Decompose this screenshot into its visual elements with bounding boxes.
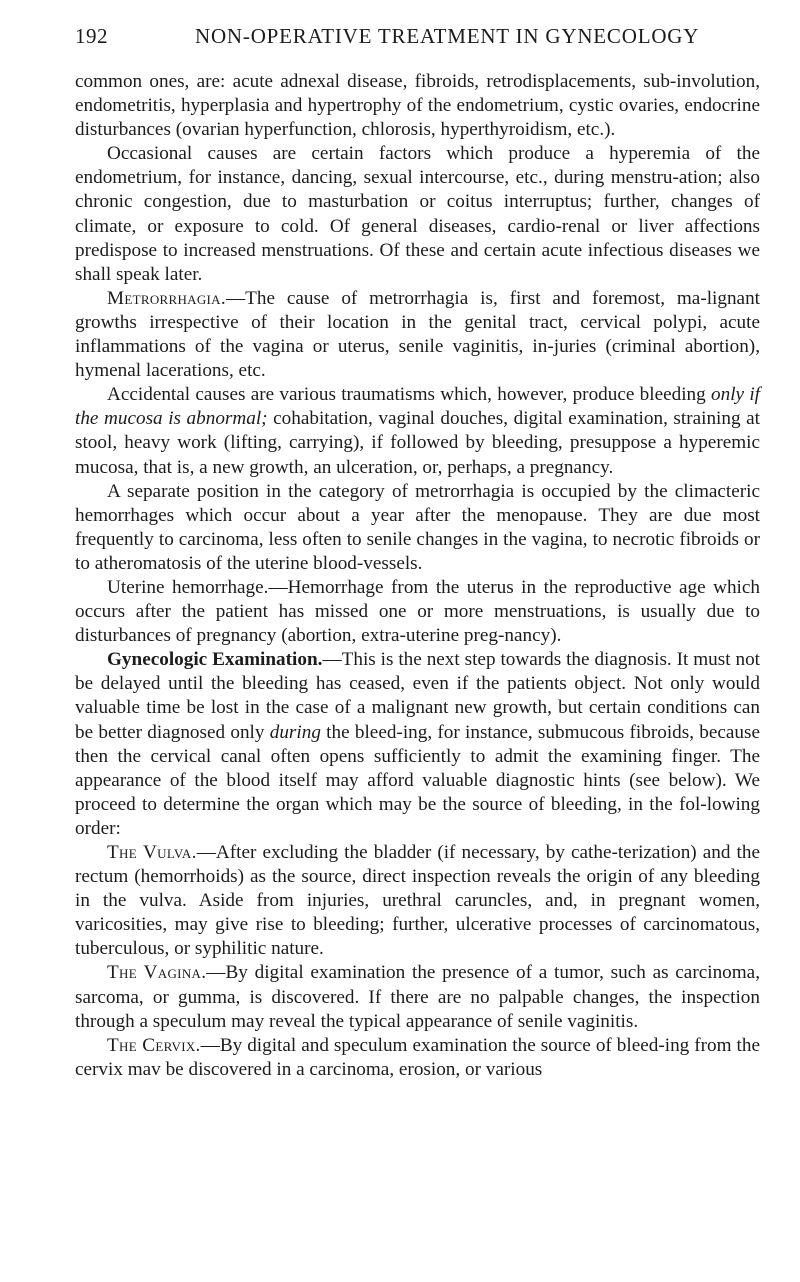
paragraph-gynecologic-examination <box>75 648 760 841</box>
paragraph-uterine-hemorrhage: Uterine hemorrhage.—Hemorrhage from the uterus in the reproductive age which occurs after the patient has missed one or more menstruations, is usually due to disturbances of pregnancy (abortion, extra-uterine preg-nancy). <box>75 576 760 647</box>
paragraph-cervix-text: —By digital and speculum examination the source of bleed-ing from the cervix mav be discovered in a carcinoma, erosion, or various <box>75 1034 760 1080</box>
section-head-gynecologic-examination: Gynecologic Examination. <box>107 649 323 671</box>
paragraph-climacteric: A separate position in the category of metrorrhagia is occupied by the climacteric hemorrhages which occur about a year after the menopause. They are due most frequently to carcinoma, less often to senile changes in the vagina, to necrotic fibroids or to atheromatosis of the uterine blood-vessels. <box>75 480 760 574</box>
paragraph-cervix <box>75 1034 760 1082</box>
section-head-metrorrhagia: Metrorrhagia. <box>107 287 226 309</box>
paragraph-gynecologic-text-b: the bleed-ing, for instance, submucous fibroids, because then the cervical canal often opens sufficiently to admit the examining finger. The appearance of the blood itself may afford valuable diagnostic hints (see below). We proceed to determine the organ which may be the source of bleeding, in the fol-lowing order: <box>75 721 760 839</box>
running-head: NON-OPERATIVE TREATMENT IN GYNECOLOGY <box>195 24 700 48</box>
paragraph-accidental-causes <box>75 383 760 479</box>
paragraph-vagina-text: —By digital examination the presence of a tumor, such as carcinoma, sarcoma, or gumma, is discovered. If there are no palpable changes, the inspection through a speculum may reveal the typical appearance of senile vaginitis. <box>75 962 760 1032</box>
paragraph-occasional-causes: Occasional causes are certain factors which produce a hyperemia of the endometrium, for instance, dancing, sexual intercourse, etc., during menstru-ation; also chronic congestion, due to masturbation or coitus interruptus; further, changes of climate, or exposure to cold. Of general diseases, cardio-renal or liver affections predispose to increased menstruations. Of these and certain acute infectious diseases we shall speak later. <box>75 143 760 285</box>
paragraph-vulva-text: —After excluding the bladder (if necessary, by cathe-terization) and the rectum (hemorrhoids) as the source, direct inspection reveals the origin of any bleeding in the vulva. Aside from injuries, urethral caruncles, and, in pregnant women, varicosities, may give rise to bleeding; further, ulcerative processes of carcinomatous, tuberculous, or syphilitic nature. <box>75 842 760 960</box>
paragraph-accidental-causes-text-b: cohabitation, vaginal douches, digital examination, straining at stool, heavy work (lifting, carrying), if followed by bleeding, presuppose a hyperemic mucosa, that is, a new growth, an ulceration, or, perhaps, a pregnancy. <box>75 408 760 478</box>
section-head-vagina: The Vagina. <box>107 962 207 984</box>
page-header <box>75 24 750 54</box>
paragraph-causes-list: common ones, are: acute adnexal disease, fibroids, retrodisplacements, sub-involution, endometritis, hyperplasia and hypertrophy of the endometrium, cystic ovaries, endocrine disturbances (ovarian hyperfunction, chlorosis, hyperthyroidism, etc.). <box>75 71 760 141</box>
body-text <box>75 70 760 1082</box>
paragraph-vagina <box>75 961 760 1033</box>
paragraph-metrorrhagia-text: —The cause of metrorrhagia is, first and foremost, ma-lignant growths irrespective of their location in the genital tract, cervical polypi, acute inflammations of the vagina or uterus, senile vaginitis, in-juries (criminal abortion), hymenal lacerations, etc. <box>75 287 760 382</box>
section-head-vulva: The Vulva. <box>107 842 197 863</box>
paragraph-gynecologic-text-a: —This is the next step towards the diagnosis. It must not be delayed until the bleeding has ceased, even if the patients object. Not only would valuable time be lost in the case of a malignant new growth, but certain conditions can be better diagnosed only <box>75 649 760 743</box>
paragraph-metrorrhagia <box>75 287 760 383</box>
paragraph-accidental-causes-text-a: Accidental causes are various traumatisms which, however, produce bleeding <box>107 384 712 406</box>
page-number: 192 <box>75 24 108 48</box>
section-head-cervix: The Cervix. <box>107 1034 201 1056</box>
paragraph-accidental-causes-emphasis: only if the mucosa is abnormal; <box>75 384 760 430</box>
paragraph-vulva <box>75 841 760 961</box>
paragraph-gynecologic-emphasis: during <box>269 721 321 743</box>
